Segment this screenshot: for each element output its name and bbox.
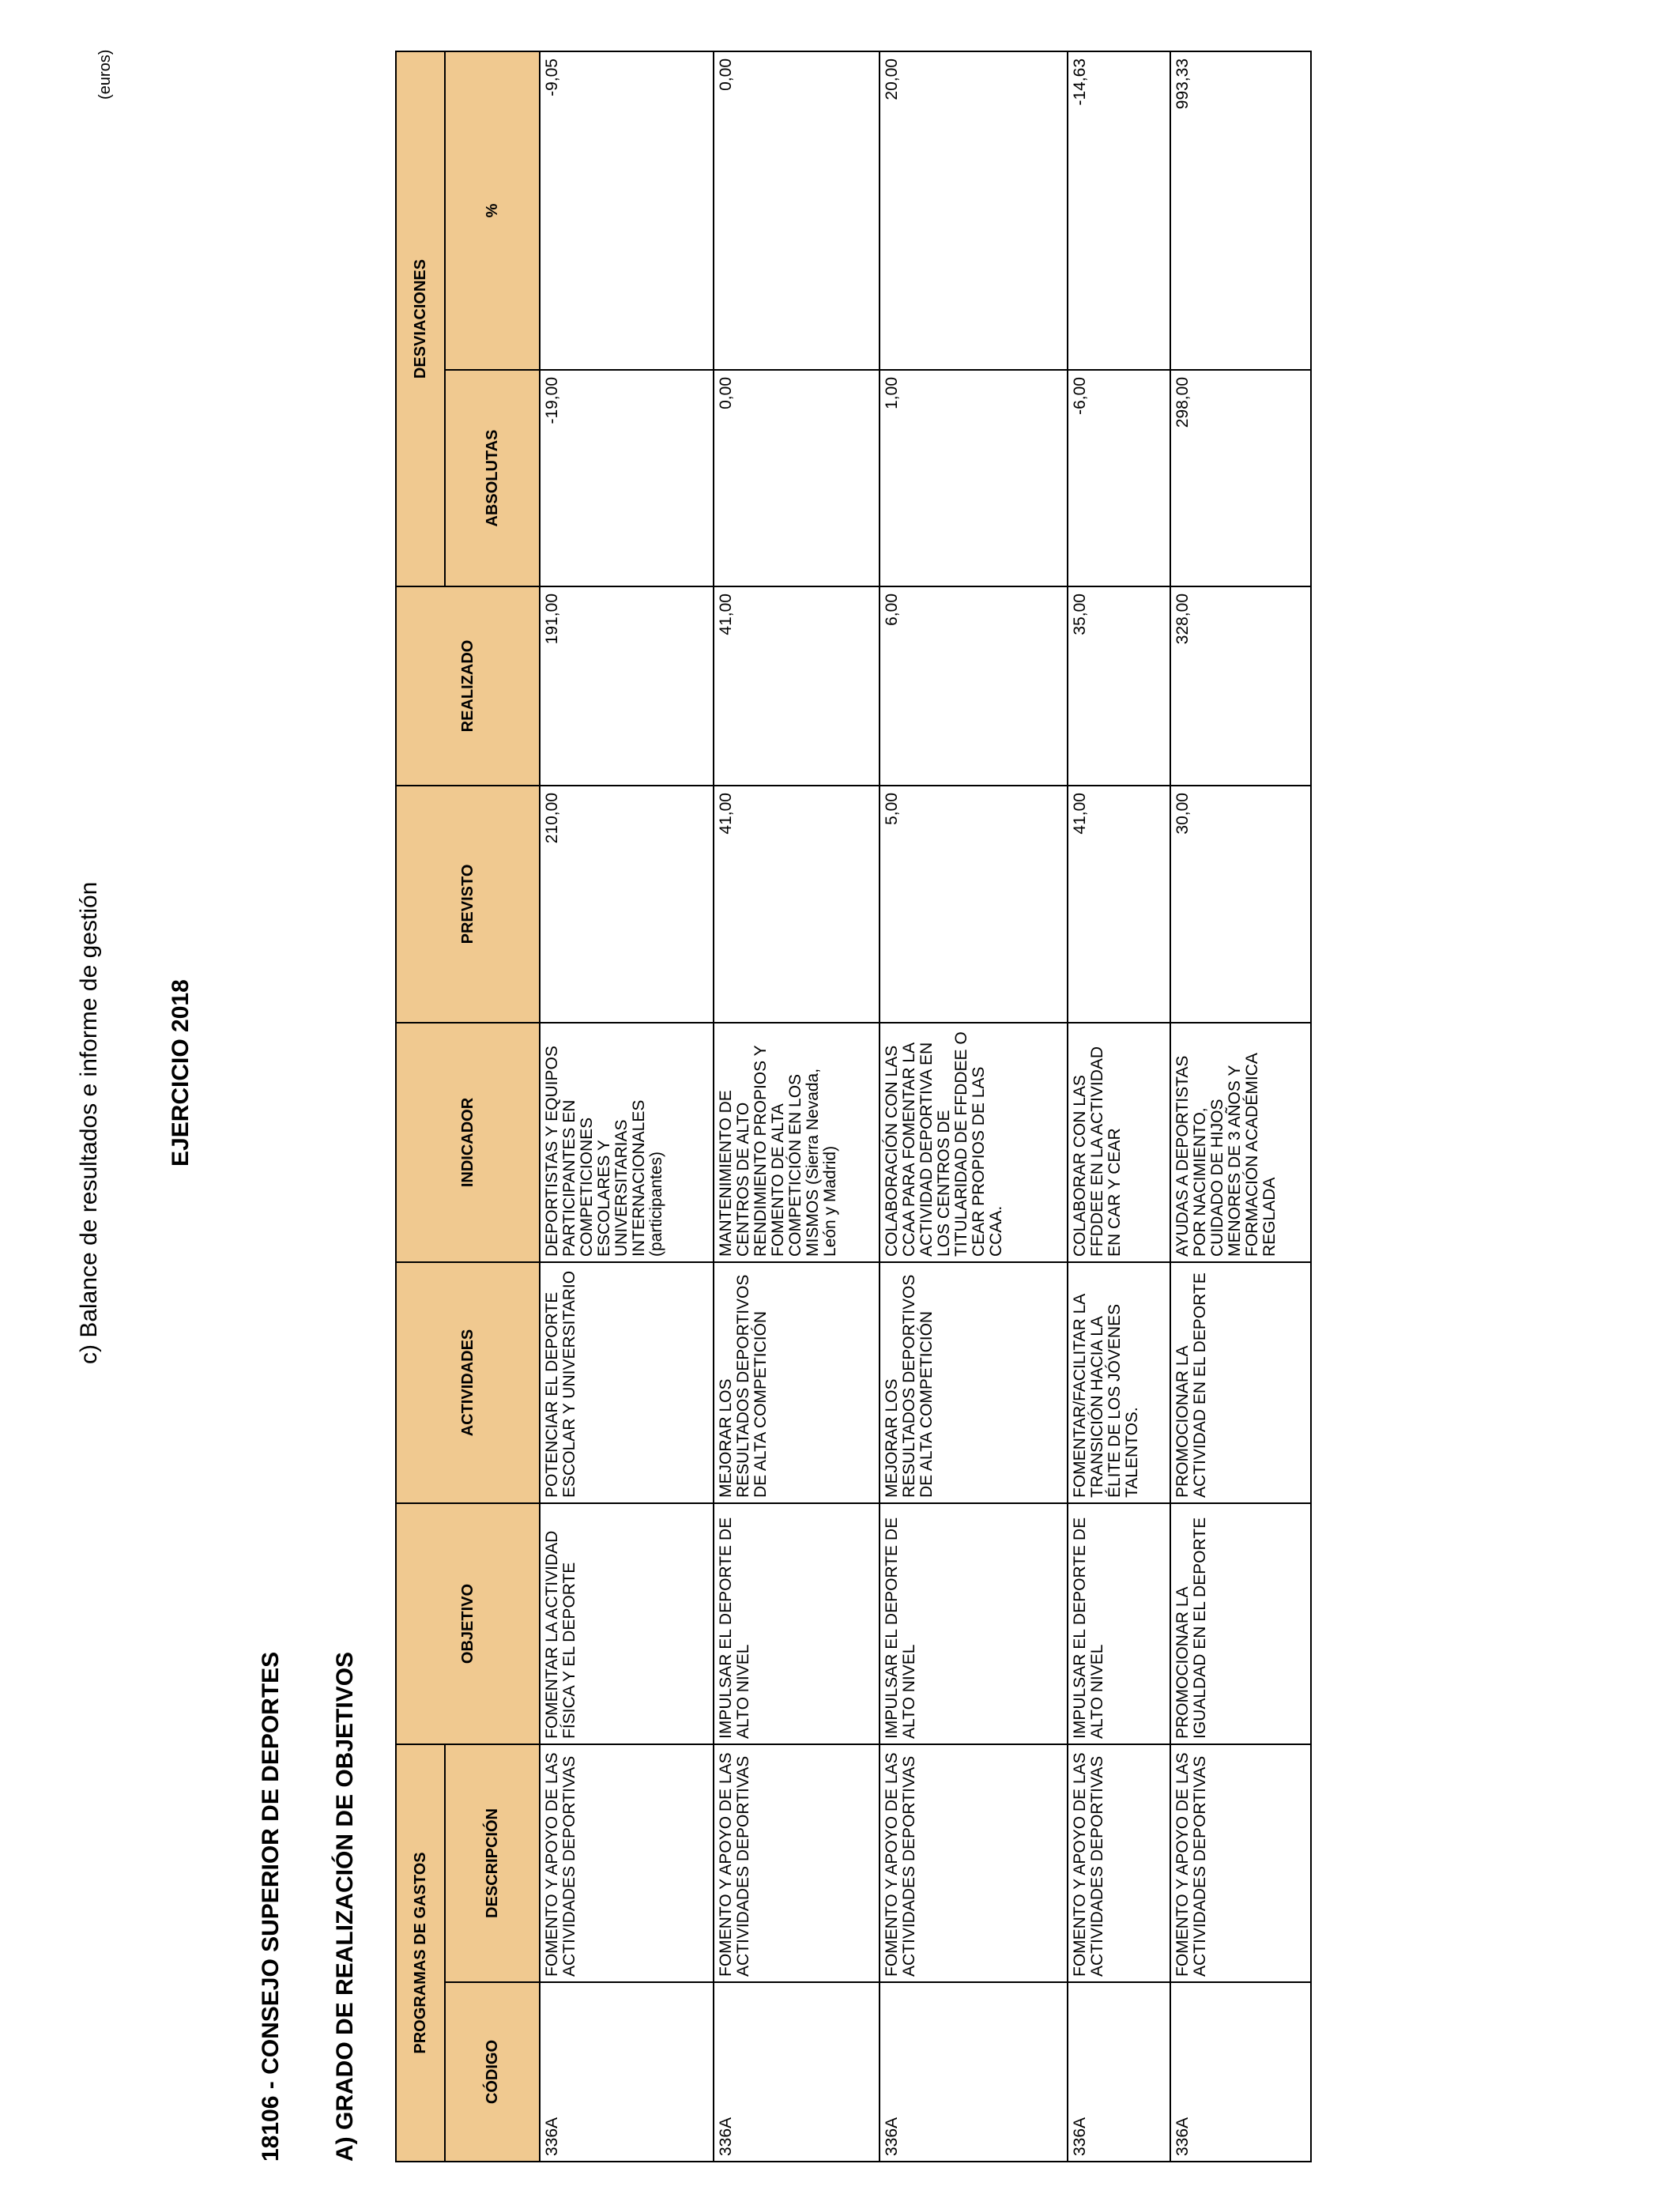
col-header-descripcion: DESCRIPCIÓN [445,1744,540,1982]
table-row [880,51,1068,2162]
cell-objetivo: IMPULSAR EL DEPORTE DE ALTO NIVEL [880,1503,1068,1744]
units-label: (euros) [96,49,114,100]
cell-absolutas: -19,00 [540,370,714,586]
cell-actividades: MEJORAR LOS RESULTADOS DEPORTIVOS DE ALTA COMPETICIÓN [714,1262,880,1503]
col-header-absolutas: ABSOLUTAS [445,370,540,586]
cell-actividades: PROMOCIONAR LA ACTIVIDAD EN EL DEPORTE [1170,1262,1311,1503]
group-header-programas: PROGRAMAS DE GASTOS [396,1744,445,2162]
cell-realizado: 328,00 [1170,586,1311,786]
cell-absolutas: 1,00 [880,370,1068,586]
cell-realizado: 191,00 [540,586,714,786]
cell-indicador: AYUDAS A DEPORTISTAS POR NACIMIENTO, CUIDADO DE HIJOS MENORES DE 3 AÑOS Y FORMACIÓN ACADÉMICA REGLADA [1170,1023,1311,1262]
cell-actividades: FOMENTAR/FACILITAR LA TRANSICIÓN HACIA LA ÉLITE DE LOS JÓVENES TALENTOS. [1068,1262,1170,1503]
table-row [1068,51,1170,2162]
cell-pct: -14,63 [1068,51,1170,370]
section-heading: c) Balance de resultados e informe de gestión [76,881,102,1364]
cell-pct: 993,33 [1170,51,1311,370]
col-header-indicador: INDICADOR [396,1023,540,1262]
cell-previsto: 210,00 [540,786,714,1023]
cell-previsto: 41,00 [714,786,880,1023]
cell-pct: 0,00 [714,51,880,370]
cell-codigo: 336A [714,1982,880,2162]
cell-pct: -9,05 [540,51,714,370]
cell-actividades: MEJORAR LOS RESULTADOS DEPORTIVOS DE ALTA COMPETICIÓN [880,1262,1068,1503]
cell-indicador: DEPORTISTAS Y EQUIPOS PARTICIPANTES EN COMPETICIONES ESCOLARES Y UNIVERSITARIAS INTERNACIONALES (participantes) [540,1023,714,1262]
cell-descripcion: FOMENTO Y APOYO DE LAS ACTIVIDADES DEPORTIVAS [880,1744,1068,1982]
cell-realizado: 41,00 [714,586,880,786]
cell-descripcion: FOMENTO Y APOYO DE LAS ACTIVIDADES DEPORTIVAS [540,1744,714,1982]
objectives-table [395,51,1312,2162]
cell-indicador: COLABORAR CON LAS FFDDEE EN LA ACTIVIDAD EN CAR Y CEAR [1068,1023,1170,1262]
table-row [540,51,714,2162]
cell-previsto: 5,00 [880,786,1068,1023]
col-header-previsto: PREVISTO [396,786,540,1023]
cell-previsto: 30,00 [1170,786,1311,1023]
cell-codigo: 336A [1068,1982,1170,2162]
cell-actividades: POTENCIAR EL DEPORTE ESCOLAR Y UNIVERSITARIO [540,1262,714,1503]
cell-descripcion: FOMENTO Y APOYO DE LAS ACTIVIDADES DEPORTIVAS [1170,1744,1311,1982]
cell-codigo: 336A [540,1982,714,2162]
group-header-desviaciones: DESVIACIONES [396,51,445,586]
table-row [714,51,880,2162]
cell-absolutas: 298,00 [1170,370,1311,586]
cell-objetivo: PROMOCIONAR LA IGUALDAD EN EL DEPORTE [1170,1503,1311,1744]
cell-absolutas: 0,00 [714,370,880,586]
col-header-actividades: ACTIVIDADES [396,1262,540,1503]
entity-heading: 18106 - CONSEJO SUPERIOR DE DEPORTES [258,1651,284,2162]
cell-indicador: MANTENIMIENTO DE CENTROS DE ALTO RENDIMIENTO PROPIOS Y FOMENTO DE ALTA COMPETICIÓN EN LOS MISMOS (Sierra Nevada, León y Madrid) [714,1023,880,1262]
cell-codigo: 336A [880,1982,1068,2162]
year-heading: EJERCICIO 2018 [168,979,194,1167]
table-row [1170,51,1311,2162]
cell-objetivo: IMPULSAR EL DEPORTE DE ALTO NIVEL [1068,1503,1170,1744]
col-header-objetivo: OBJETIVO [396,1503,540,1744]
cell-realizado: 35,00 [1068,586,1170,786]
cell-realizado: 6,00 [880,586,1068,786]
cell-descripcion: FOMENTO Y APOYO DE LAS ACTIVIDADES DEPORTIVAS [1068,1744,1170,1982]
cell-objetivo: IMPULSAR EL DEPORTE DE ALTO NIVEL [714,1503,880,1744]
cell-indicador: COLABORACIÓN CON LAS CCAA PARA FOMENTAR LA ACTIVIDAD DEPORTIVA EN LOS CENTROS DE TITULARIDAD DE FFDDEE O CEAR PROPIOS DE LAS CCAA. [880,1023,1068,1262]
cell-pct: 20,00 [880,51,1068,370]
cell-objetivo: FOMENTAR LA ACTIVIDAD FÍSICA Y EL DEPORTE [540,1503,714,1744]
col-header-codigo: CÓDIGO [445,1982,540,2162]
cell-descripcion: FOMENTO Y APOYO DE LAS ACTIVIDADES DEPORTIVAS [714,1744,880,1982]
cell-previsto: 41,00 [1068,786,1170,1023]
objectives-subtitle: A) GRADO DE REALIZACIÓN DE OBJETIVOS [332,1651,358,2162]
cell-absolutas: -6,00 [1068,370,1170,586]
col-header-realizado: REALIZADO [396,586,540,786]
cell-codigo: 336A [1170,1982,1311,2162]
col-header-pct: % [445,51,540,370]
